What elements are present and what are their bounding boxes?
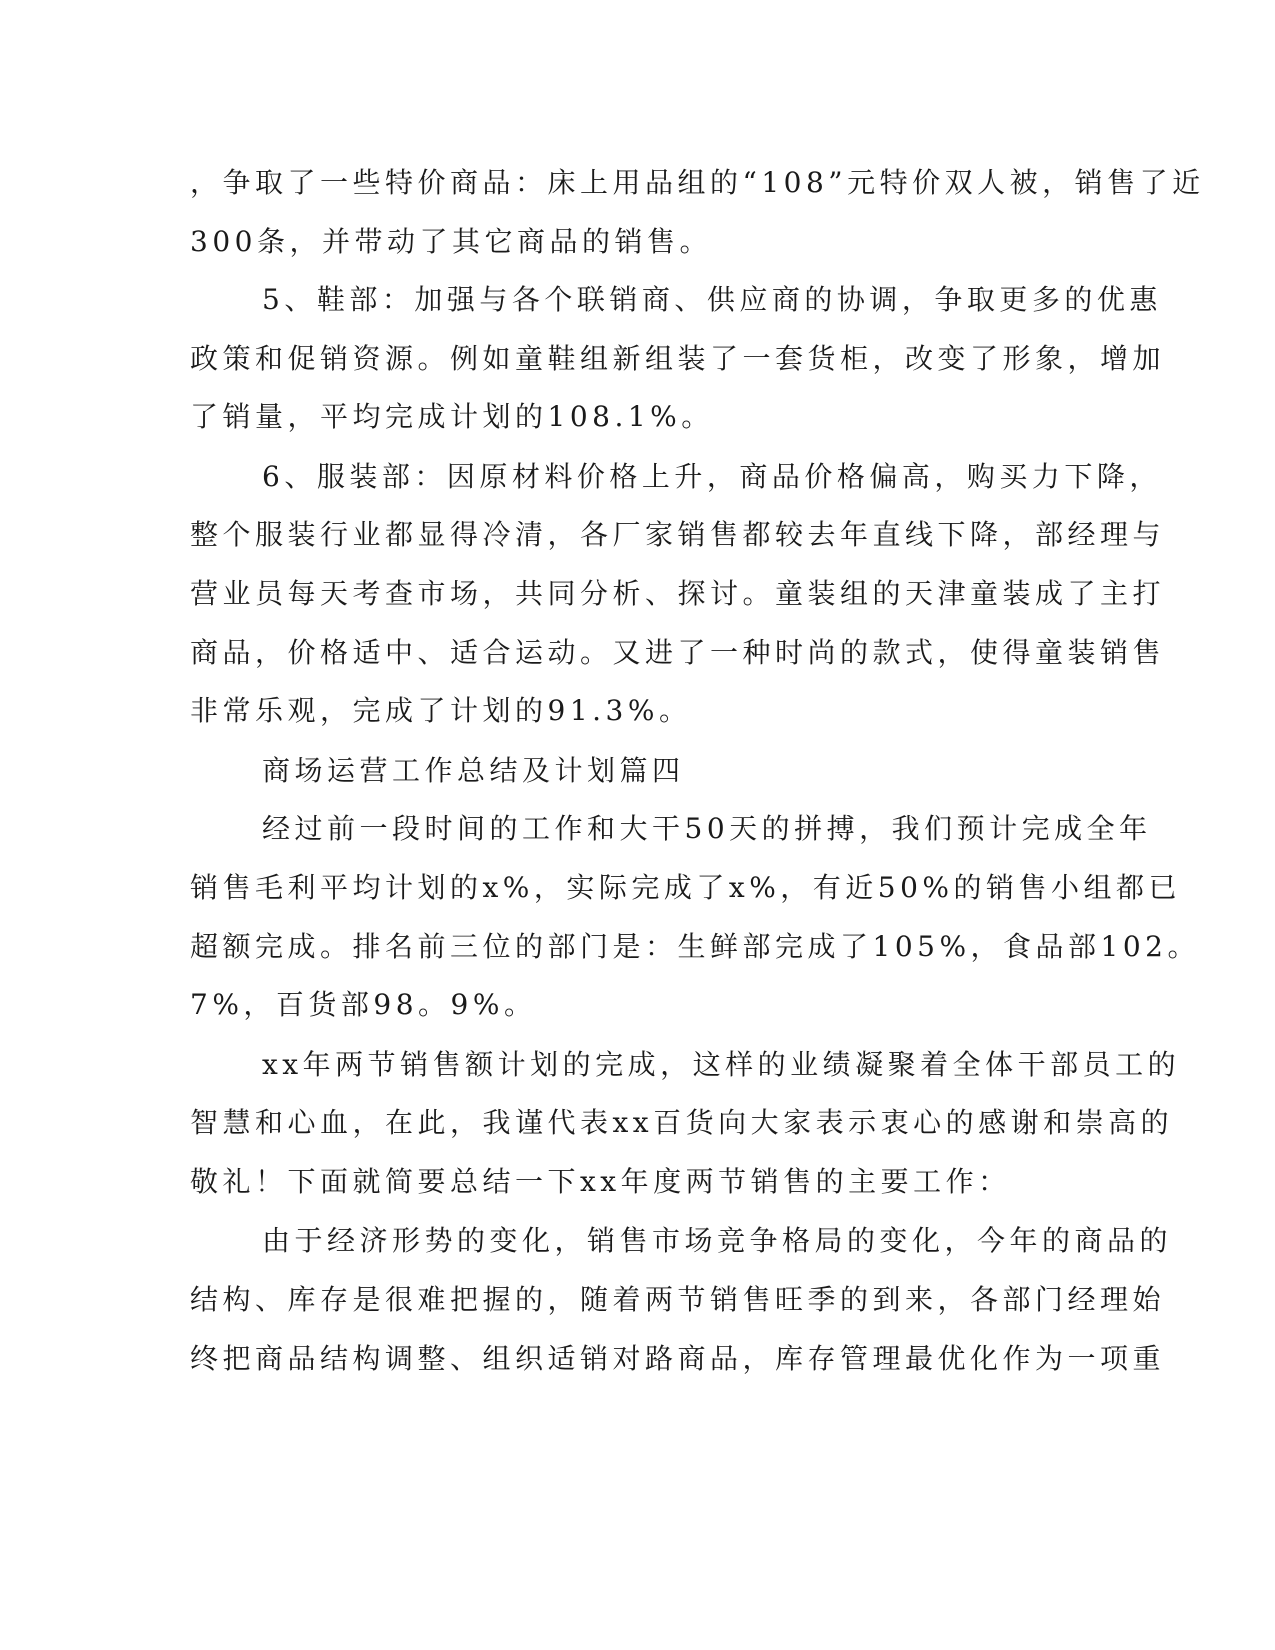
paragraph-start-apparel-dept: 6、服装部：因原材料价格上升，商品价格偏高，购买力下降， — [262, 460, 1162, 493]
text-line: 终把商品结构调整、组织适销对路商品，库存管理最优化作为一项重 — [190, 1342, 1166, 1375]
text-line: 结构、库存是很难把握的，随着两节销售旺季的到来，各部门经理始 — [190, 1283, 1166, 1316]
text-line: 政策和促销资源。例如童鞋组新组装了一套货柜，改变了形象，增加 — [190, 342, 1166, 375]
paragraph-start-market: 由于经济形势的变化，销售市场竞争格局的变化，今年的商品的 — [262, 1224, 1173, 1257]
text-line: 商品，价格适中、适合运动。又进了一种时尚的款式，使得童装销售 — [190, 636, 1166, 669]
text-line: 敬礼！下面就简要总结一下xx年度两节销售的主要工作： — [190, 1165, 1011, 1198]
text-line: ，争取了一些特价商品：床上用品组的“108”元特价双人被，销售了近 — [190, 166, 1205, 199]
paragraph-start-thanks: xx年两节销售额计划的完成，这样的业绩凝聚着全体干部员工的 — [262, 1048, 1181, 1081]
paragraph-start-progress: 经过前一段时间的工作和大干50天的拼搏，我们预计完成全年 — [262, 812, 1152, 845]
text-line: 超额完成。排名前三位的部门是：生鲜部完成了105%，食品部102。 — [190, 930, 1200, 963]
section-heading: 商场运营工作总结及计划篇四 — [262, 754, 685, 787]
text-line: 了销量，平均完成计划的108.1%。 — [190, 400, 714, 433]
paragraph-start-shoe-dept: 5、鞋部：加强与各个联销商、供应商的协调，争取更多的优惠 — [262, 283, 1162, 316]
text-line: 非常乐观，完成了计划的91.3%。 — [190, 694, 692, 727]
text-line: 营业员每天考查市场，共同分析、探讨。童装组的天津童装成了主打 — [190, 577, 1166, 610]
text-line: 7%，百货部98。9%。 — [190, 988, 537, 1021]
text-line: 300条，并带动了其它商品的销售。 — [190, 225, 712, 258]
text-line: 销售毛利平均计划的x%，实际完成了x%，有近50%的销售小组都已 — [190, 871, 1182, 904]
text-line: 智慧和心血，在此，我谨代表xx百货向大家表示衷心的感谢和崇高的 — [190, 1106, 1174, 1139]
text-line: 整个服装行业都显得冷清，各厂家销售都较去年直线下降，部经理与 — [190, 518, 1166, 551]
